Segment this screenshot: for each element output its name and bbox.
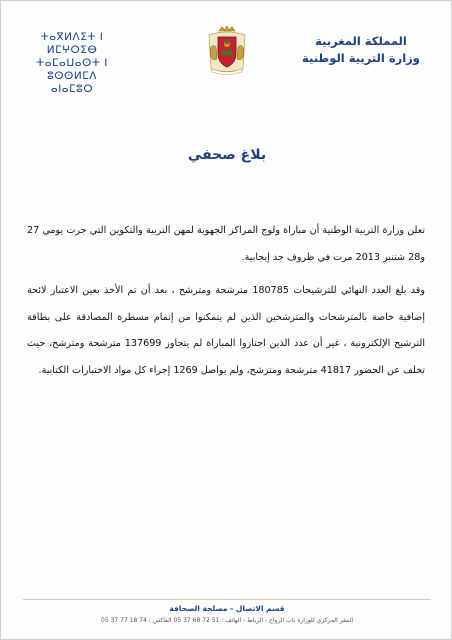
arabic-line-ministry: وزارة التربية الوطنية [302, 51, 420, 65]
footer-department: قسم الاتصال - مصلحة الصحافة [169, 604, 285, 613]
footer-address: المقر المركزي للوزارة باب الرواح - الرباط - الهاتف : 51 72 68 37 05 الفاكس : 74 18 77 37 05 [101, 617, 353, 624]
tifinagh-line: ⵜⴰⵎⴰⵡⴰⵙⵜ ⵏ ⵓⵙⵙⵍⵎⴷ [36, 57, 108, 82]
paragraph-2: وقد بلغ العدد النهائي للترشيحات 180785 مترشحة ومترشح ، بعد أن تم الأخذ بعين الاعتبار لائحة إضافية خاصة بالمترشحات والمترشحين الذين لم يتمكنوا من إتمام مسطرة المصادقة على بطاقة الترشيح الإلكترونية ، غير أن عدد الذين اجتازوا المباراة لم يتجاوز 137699 مترشحة ومترشح، حيث تخلف عن الحضور 41817 مترشحة ومترشح، ولم يواصل 1269 إجراء كل مواد الاختبارات الكتابية. [27, 285, 426, 376]
coat-of-arms-icon [204, 25, 250, 75]
letterhead [1, 1, 452, 95]
footer-divider [23, 599, 431, 600]
tifinagh-ministry-name [17, 31, 127, 96]
paragraph-1: تعلن وزارة التربية الوطنية أن مباراة ولوج المراكز الجهوية لمهن التربية والتكوين التي جرت يومي 27 و28 شتنبر 2013 مرت في ظروف جد إيجابية. [27, 225, 425, 263]
tifinagh-line: ⴰⵏⴰⵎⵓⵔ [50, 83, 94, 95]
tifinagh-line: ⵜⴰⴳⵍⴷⵉⵜ ⵏ ⵍⵎⵖⵔⵉⴱ [40, 31, 104, 56]
arabic-line-kingdom: المملكة المغربية [315, 34, 407, 48]
document-title: بلاغ صحفي [187, 147, 267, 163]
arabic-ministry-name [291, 33, 431, 67]
